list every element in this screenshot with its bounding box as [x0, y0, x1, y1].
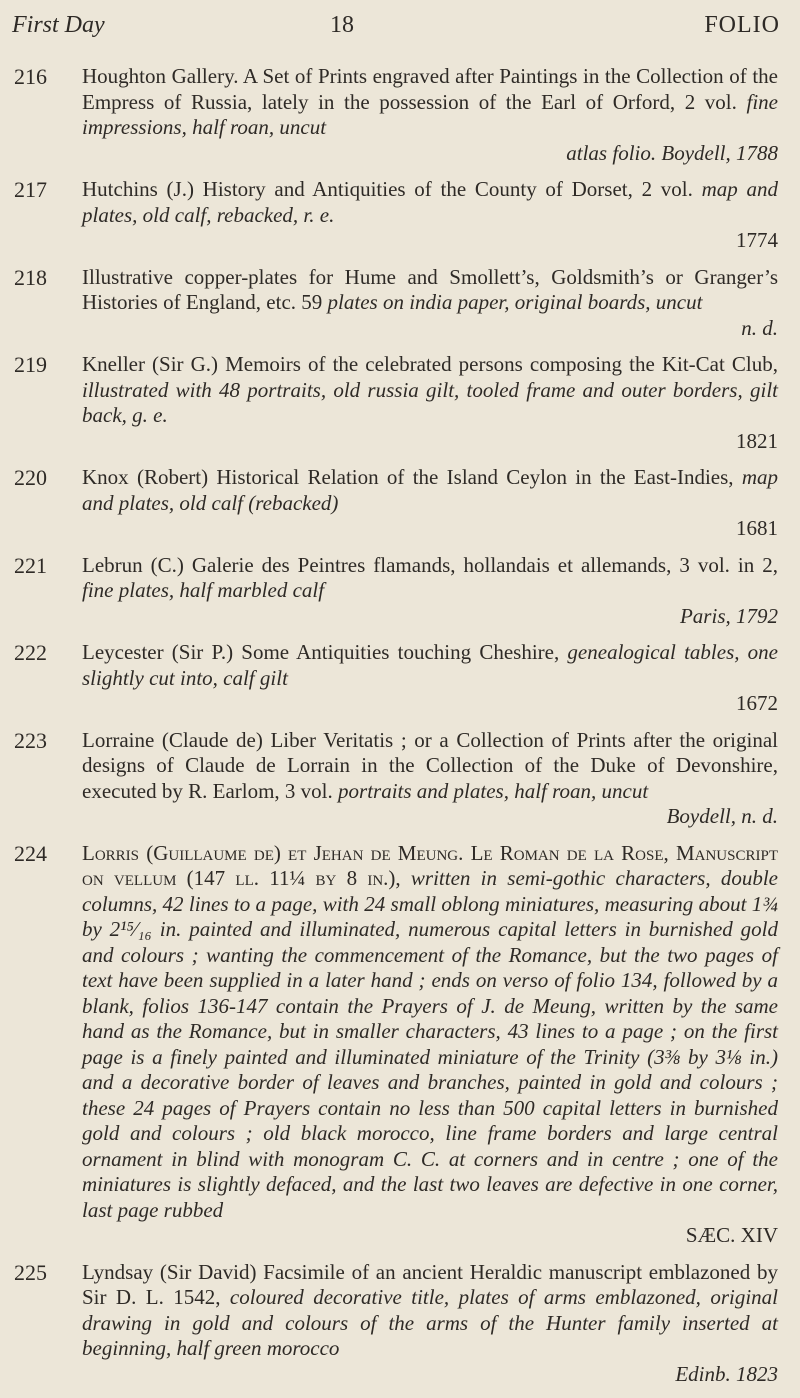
lot-entry — [0, 728, 800, 830]
lot-details: map and plates, old calf, rebacked, r. e. — [82, 177, 778, 227]
lot-number: 217 — [14, 177, 47, 202]
lot-details: fine impressions, half roan, uncut — [82, 89, 778, 139]
lot-title: Hutchins (J.) History and Antiquities of the County of Dorset, 2 vol. — [82, 177, 702, 201]
lot-entry — [0, 1260, 800, 1388]
lot-description — [82, 728, 778, 830]
lot-imprint: Boydell, n. d. — [666, 804, 778, 828]
lot-entry — [0, 465, 800, 542]
lot-number: 219 — [14, 352, 47, 377]
lot-details: plates on india paper, original boards, uncut — [327, 290, 703, 314]
lot-title: Lyndsay (Sir David) Facsimile of an ancient Heraldic manuscript emblazoned by Sir D. L. 1542, — [82, 1259, 778, 1309]
lot-entry — [0, 177, 800, 254]
lot-imprint: SÆC. XIV — [685, 1223, 778, 1247]
lot-number: 224 — [14, 840, 47, 866]
lot-details: written in semi-gothic characters, double columns, 42 lines to a page, with 24 small oblong miniatures, measuring about 1¾ by 2¹⁵⁄₁₆ in. painted and illuminated, numerous capital letters in burnished gold and colours ; wanting the commencement of the Romance, but the two pages of text have been supplied in a later hand ; ends on verso of folio 134, followed by a blank, folios 136-147 contain the Prayers of J. de Meung, written by the same hand as the Romance, but in smaller characters, 43 lines to a page ; on the first page is a finely painted and illuminated miniature of the Trinity (3⅜ by 3⅛ in.) and a decorative border of leaves and branches, painted in gold and colours ; these 24 pages of Prayers contain no less than 500 capital letters in burnished gold and colours ; old black morocco, line frame borders and large central ornament in blind with monogram C. C. at corners and in centre ; one of the miniatures is slightly defaced, and the last two leaves are defective in one corner, last page rubbed — [82, 866, 778, 1222]
lot-title: Lebrun (C.) Galerie des Peintres flamands, hollandais et allemands, 3 vol. in 2, — [82, 552, 778, 577]
lot-number: 222 — [14, 640, 47, 665]
lot-details: coloured decorative title, plates of arms emblazoned, original drawing in gold and colours of the arms of the Hunter family inserted at beginning, half green morocco — [82, 1285, 778, 1360]
lot-title: Illustrative copper-plates for Hume and Smollett’s, Goldsmith’s or Granger’s Histories of England, etc. 59 — [82, 264, 778, 314]
lot-description — [82, 177, 778, 254]
lot-title: Lorraine (Claude de) Liber Veritatis ; or a Collection of Prints after the original designs of Claude de Lorrain in the Collection of the Duke of Devonshire, executed by R. Earlom, 3 vol. — [82, 727, 778, 803]
lot-number: 223 — [14, 727, 47, 753]
lot-entry — [0, 265, 800, 342]
lot-entry — [0, 553, 800, 630]
lot-details: fine plates, half marbled calf — [82, 578, 325, 602]
lot-description — [82, 1260, 778, 1388]
lot-number: 218 — [14, 264, 47, 290]
lot-imprint: 1774 — [736, 228, 778, 252]
lot-imprint: 1821 — [736, 428, 778, 453]
page-number: 18 — [330, 12, 354, 38]
lot-entry — [0, 841, 800, 1249]
lot-description — [82, 265, 778, 342]
lot-description — [82, 553, 778, 630]
header-day: First Day — [12, 12, 105, 38]
lot-entry — [0, 64, 800, 166]
lot-title: Lorris (Guillaume de) et Jehan de Meung. Le Roman de la Rose, Manuscript on vellum (147 ll. 11¼ by 8 in.), — [82, 840, 778, 890]
lot-description — [82, 841, 778, 1249]
lot-description — [82, 640, 778, 717]
page-header — [12, 12, 780, 52]
lot-title: Kneller (Sir G.) Memoirs of the celebrated persons composing the Kit-Cat Club, — [82, 352, 778, 376]
lot-title: Knox (Robert) Historical Relation of the Island Ceylon in the East-Indies, — [82, 465, 742, 489]
lot-number: 221 — [14, 552, 47, 578]
lot-imprint: 1681 — [736, 516, 778, 540]
lot-description — [82, 352, 778, 454]
header-format: FOLIO — [704, 12, 780, 38]
lot-number: 225 — [14, 1259, 47, 1285]
lot-number: 216 — [14, 64, 47, 89]
lot-list — [0, 64, 800, 1398]
lot-imprint: Paris, 1792 — [679, 603, 778, 628]
lot-imprint: atlas folio. Boydell, 1788 — [566, 140, 778, 165]
lot-description — [82, 64, 778, 166]
lot-entry — [0, 640, 800, 717]
lot-description — [82, 465, 778, 542]
lot-title: Houghton Gallery. A Set of Prints engraved after Paintings in the Collection of the Empress of Russia, lately in the possession of the Earl of Orford, 2 vol. — [82, 64, 778, 114]
lot-details: genealogical tables, one slightly cut into, calf gilt — [82, 640, 778, 690]
lot-number: 220 — [14, 465, 47, 490]
lot-imprint: 1672 — [736, 691, 778, 715]
lot-imprint: Edinb. 1823 — [675, 1361, 778, 1386]
lot-title: Leycester (Sir P.) Some Antiquities touching Cheshire, — [82, 640, 568, 664]
lot-details: map and plates, old calf (rebacked) — [82, 465, 778, 515]
lot-imprint: n. d. — [741, 315, 778, 340]
lot-entry — [0, 352, 800, 454]
lot-details: portraits and plates, half roan, uncut — [338, 778, 649, 803]
lot-details: illustrated with 48 portraits, old russia gilt, tooled frame and outer borders, gilt back, g. e. — [82, 377, 778, 427]
